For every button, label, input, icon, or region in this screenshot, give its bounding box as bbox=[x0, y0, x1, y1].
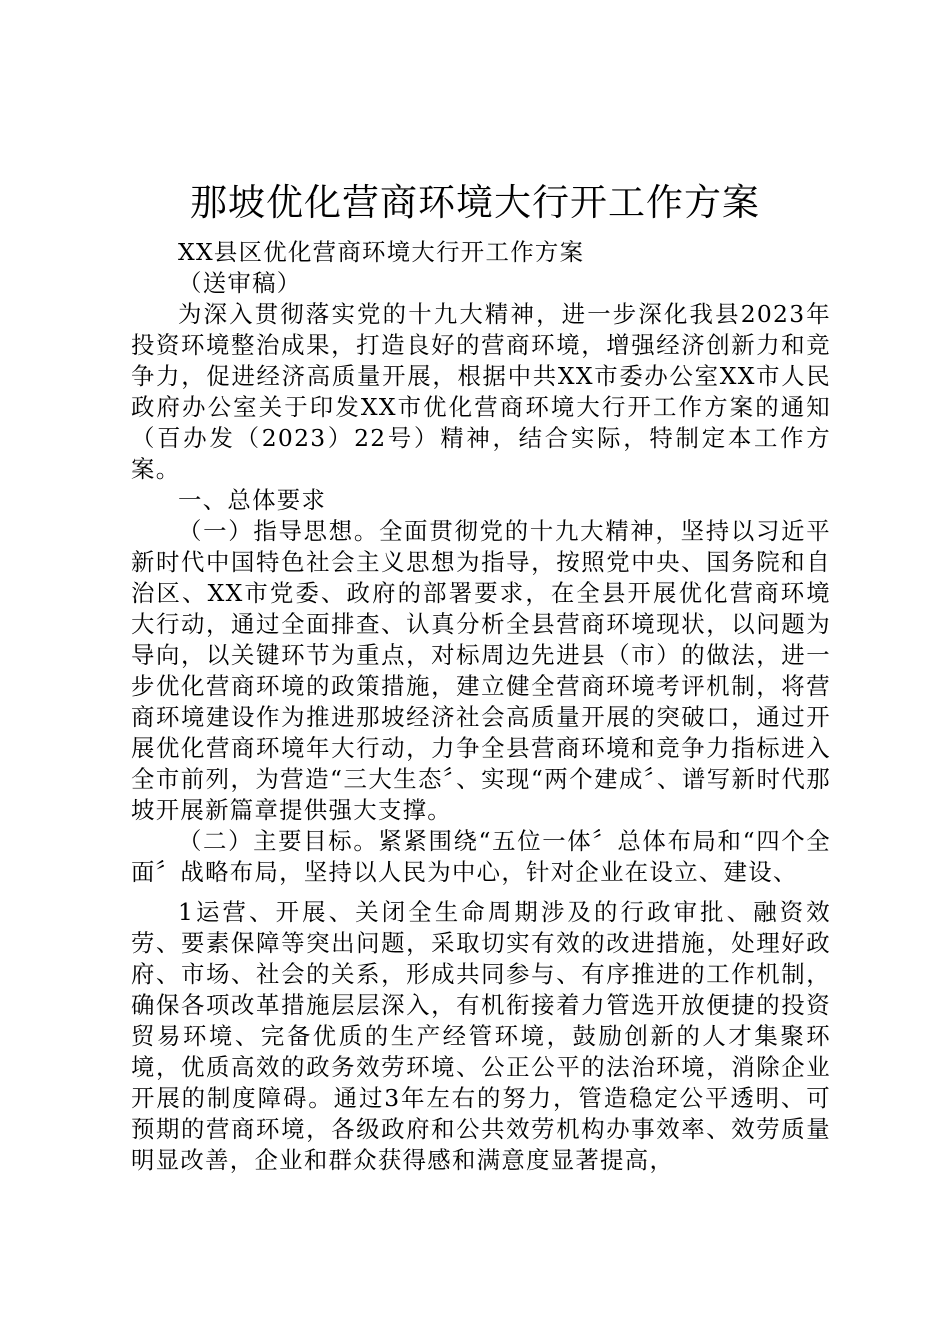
lifecycle-paragraph: 1运营、开展、关闭全生命周期涉及的行政审批、融资效劳、要素保障等突出问题，采取切实有效的改进措施，处理好政府、市场、社会的关系，形成共同参与、有序推进的工作机制，确保各项改革措施层层深入，有机衔接着力管选开放便捷的投资贸易环境、完备优质的生产经管环境，鼓励创新的人才集聚环境，优质高效的政务效劳环境、公正公平的法治环境，消除企业开展的制度障碍。通过3年左右的努力，管造稳定公平透明、可预期的营商环境，各级政府和公共效劳机构办事效率、效劳质量明显改善，企业和群众获得感和满意度显著提高， bbox=[131, 898, 831, 1174]
draft-note: （送审稿） bbox=[178, 269, 302, 297]
document-title: 那坡优化营商环境大行开工作方案 bbox=[190, 181, 760, 224]
document-body bbox=[131, 237, 831, 1176]
guiding-ideology-paragraph: （一）指导思想。全面贯彻党的十九大精神，坚持以习近平新时代中国特色社会主义思想为指导，按照党中央、国务院和自治区、XX市党委、政府的部署要求，在全县开展优化营商环境大行动，通过全面排查、认真分析全县营商环境现状，以问题为导向，以关键环节为重点，对标周边先进县（市）的做法，进一步优化营商环境的政策措施，建立健全营商环境考评机制，将营商环境建设作为推进那坡经济社会高质量开展的突破口，通过开展优化营商环境年大行动，力争全县营商环境和竞争力指标进入全市前列，为营造“三大生态〞、实现“两个建成〞、谱写新时代那坡开展新篇章提供强大支撑。 bbox=[131, 517, 831, 824]
section-heading: 一、总体要求 bbox=[178, 486, 327, 514]
intro-paragraph: 为深入贯彻落实党的十九大精神，进一步深化我县2023年投资环境整治成果，打造良好的营商环境，增强经济创新力和竞争力，促进经济高质量开展，根据中共XX市委办公室XX市人民政府办公室关于印发XX市优化营商环境大行开工作方案的通知（百办发（2023）22号）精神，结合实际，特制定本工作方案。 bbox=[131, 300, 831, 483]
document-subtitle: XX县区优化营商环境大行开工作方案 bbox=[178, 238, 585, 266]
main-goals-paragraph: （二）主要目标。紧紧围绕“五位一体〞总体布局和“四个全面〞战略布局，坚持以人民为中心，针对企业在设立、建设、 bbox=[131, 827, 831, 886]
